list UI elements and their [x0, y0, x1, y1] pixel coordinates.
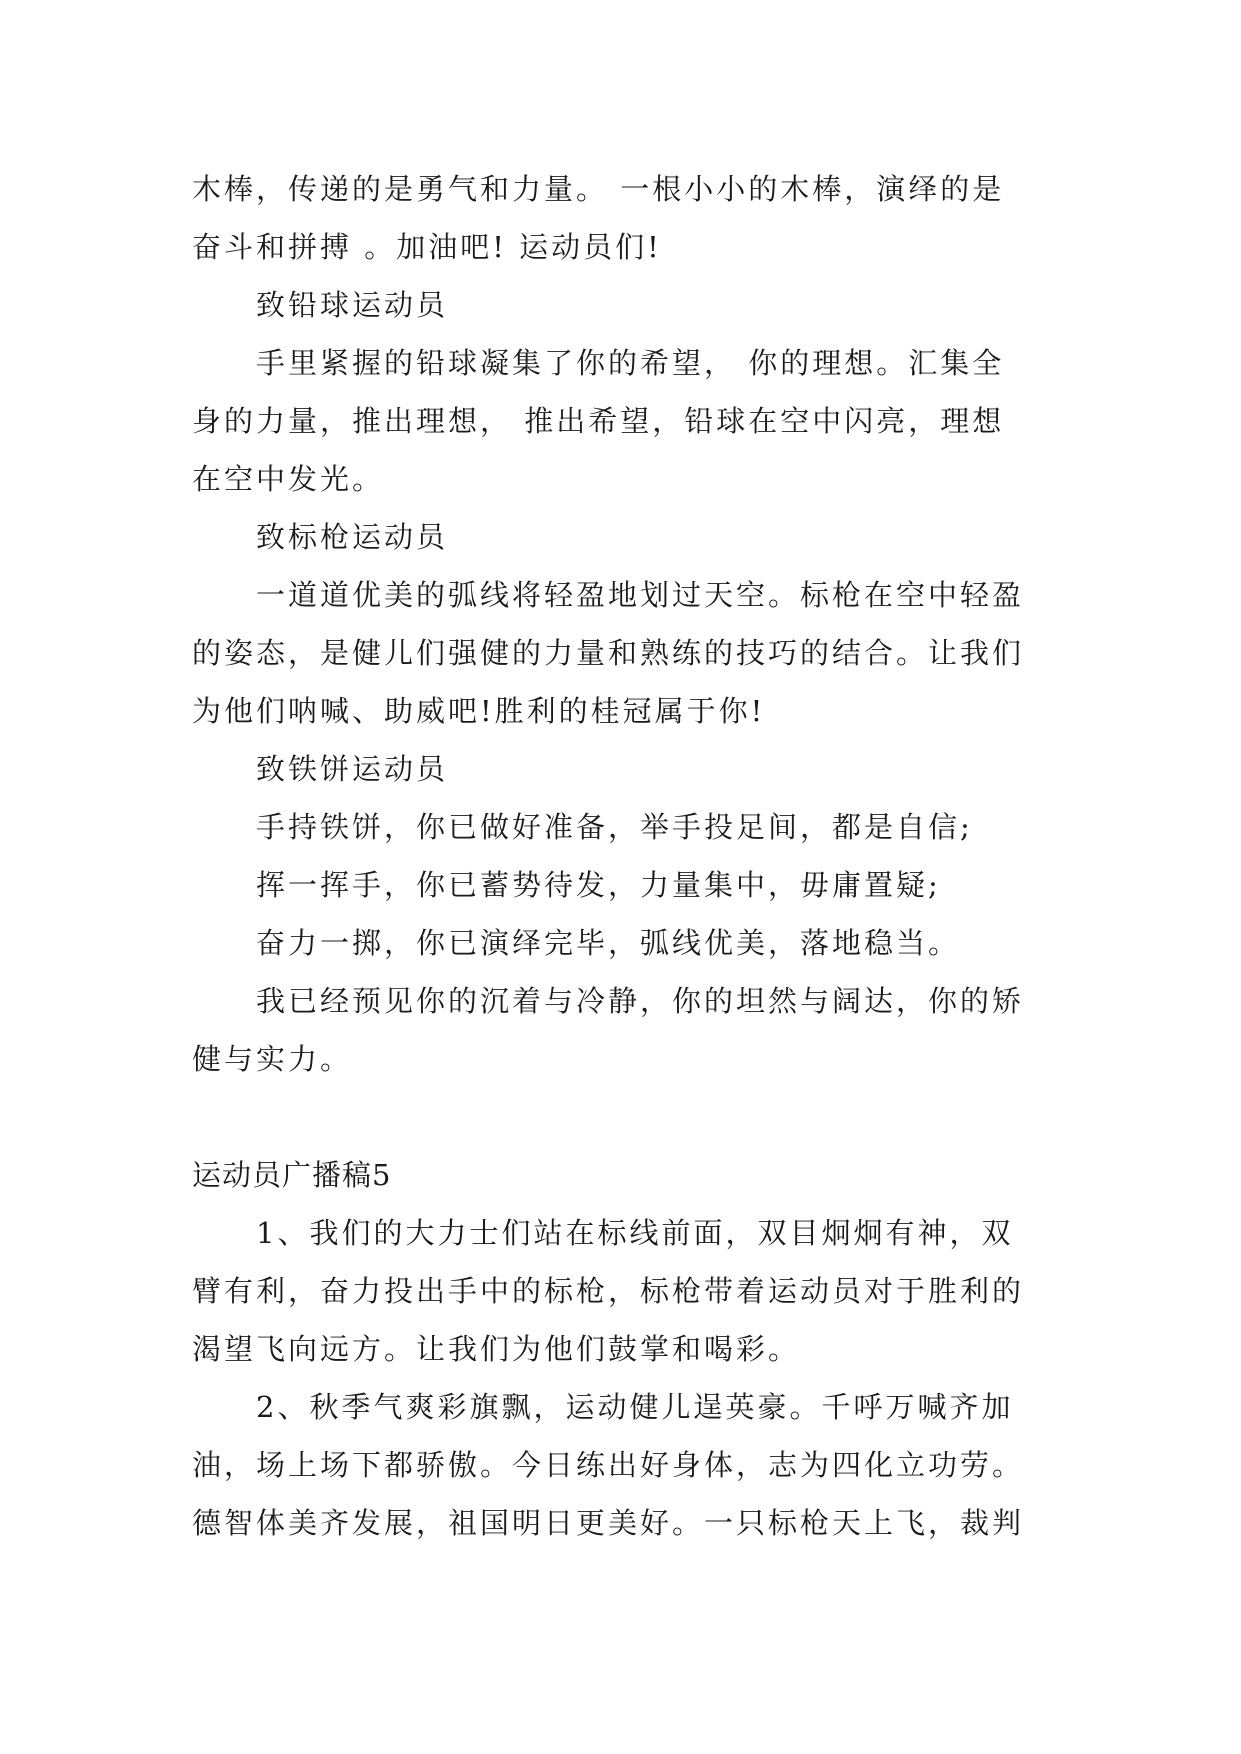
subheading	[192, 740, 1052, 798]
paragraph	[192, 914, 1052, 972]
paragraph	[192, 1204, 1052, 1378]
text-line: 奋斗和拼搏 。加油吧! 运动员们!	[192, 230, 662, 264]
text-line: 渴望飞向远方。让我们为他们鼓掌和喝彩。	[192, 1332, 801, 1366]
text-line: 手持铁饼，你已做好准备，举手投足间，都是自信;	[256, 810, 973, 844]
subheading-javelin: 致标枪运动员	[256, 520, 449, 554]
document-body	[192, 160, 1052, 1552]
text-line: 的姿态，是健儿们强健的力量和熟练的技巧的结合。让我们	[192, 636, 1025, 670]
subheading-discus: 致铁饼运动员	[256, 752, 449, 786]
paragraph	[192, 798, 1052, 856]
paragraph	[192, 856, 1052, 914]
text-line: 我已经预见你的沉着与冷静，你的坦然与阔达，你的矫	[256, 984, 1025, 1018]
text-line: 身的力量，推出理想， 推出希望，铅球在空中闪亮，理想	[192, 404, 1005, 438]
text-line: 奋力一掷，你已演绎完毕，弧线优美，落地稳当。	[256, 926, 961, 960]
text-line: 油，场上场下都骄傲。今日练出好身体，志为四化立功劳。	[192, 1448, 1025, 1482]
text-line: 臂有利，奋力投出手中的标枪，标枪带着运动员对于胜利的	[192, 1274, 1025, 1308]
paragraph	[192, 334, 1052, 508]
text-line: 挥一挥手，你已蓄势待发，力量集中，毋庸置疑;	[256, 868, 941, 902]
paragraph	[192, 566, 1052, 740]
text-line: 2、秋季气爽彩旗飘，运动健儿逞英豪。千呼万喊齐加	[256, 1390, 1014, 1424]
section-title: 运动员广播稿5	[192, 1158, 392, 1192]
subheading	[192, 508, 1052, 566]
subheading	[192, 276, 1052, 334]
paragraph	[192, 972, 1052, 1088]
text-line: 1、我们的大力士们站在标线前面，双目炯炯有神，双	[256, 1216, 1014, 1250]
subheading-shot-put: 致铅球运动员	[256, 288, 449, 322]
text-line: 手里紧握的铅球凝集了你的希望， 你的理想。汇集全	[256, 346, 1005, 380]
text-line: 德智体美齐发展，祖国明日更美好。一只标枪天上飞，裁判	[192, 1506, 1025, 1540]
text-line: 木棒，传递的是勇气和力量。 一根小小的木棒，演绎的是	[192, 172, 1005, 206]
paragraph	[192, 160, 1052, 276]
text-line: 在空中发光。	[192, 462, 385, 496]
text-line: 健与实力。	[192, 1042, 353, 1076]
spacer	[192, 1088, 1052, 1146]
text-line: 一道道优美的弧线将轻盈地划过天空。标枪在空中轻盈	[256, 578, 1025, 612]
paragraph	[192, 1378, 1052, 1552]
text-line: 为他们呐喊、助威吧!胜利的桂冠属于你!	[192, 694, 766, 728]
